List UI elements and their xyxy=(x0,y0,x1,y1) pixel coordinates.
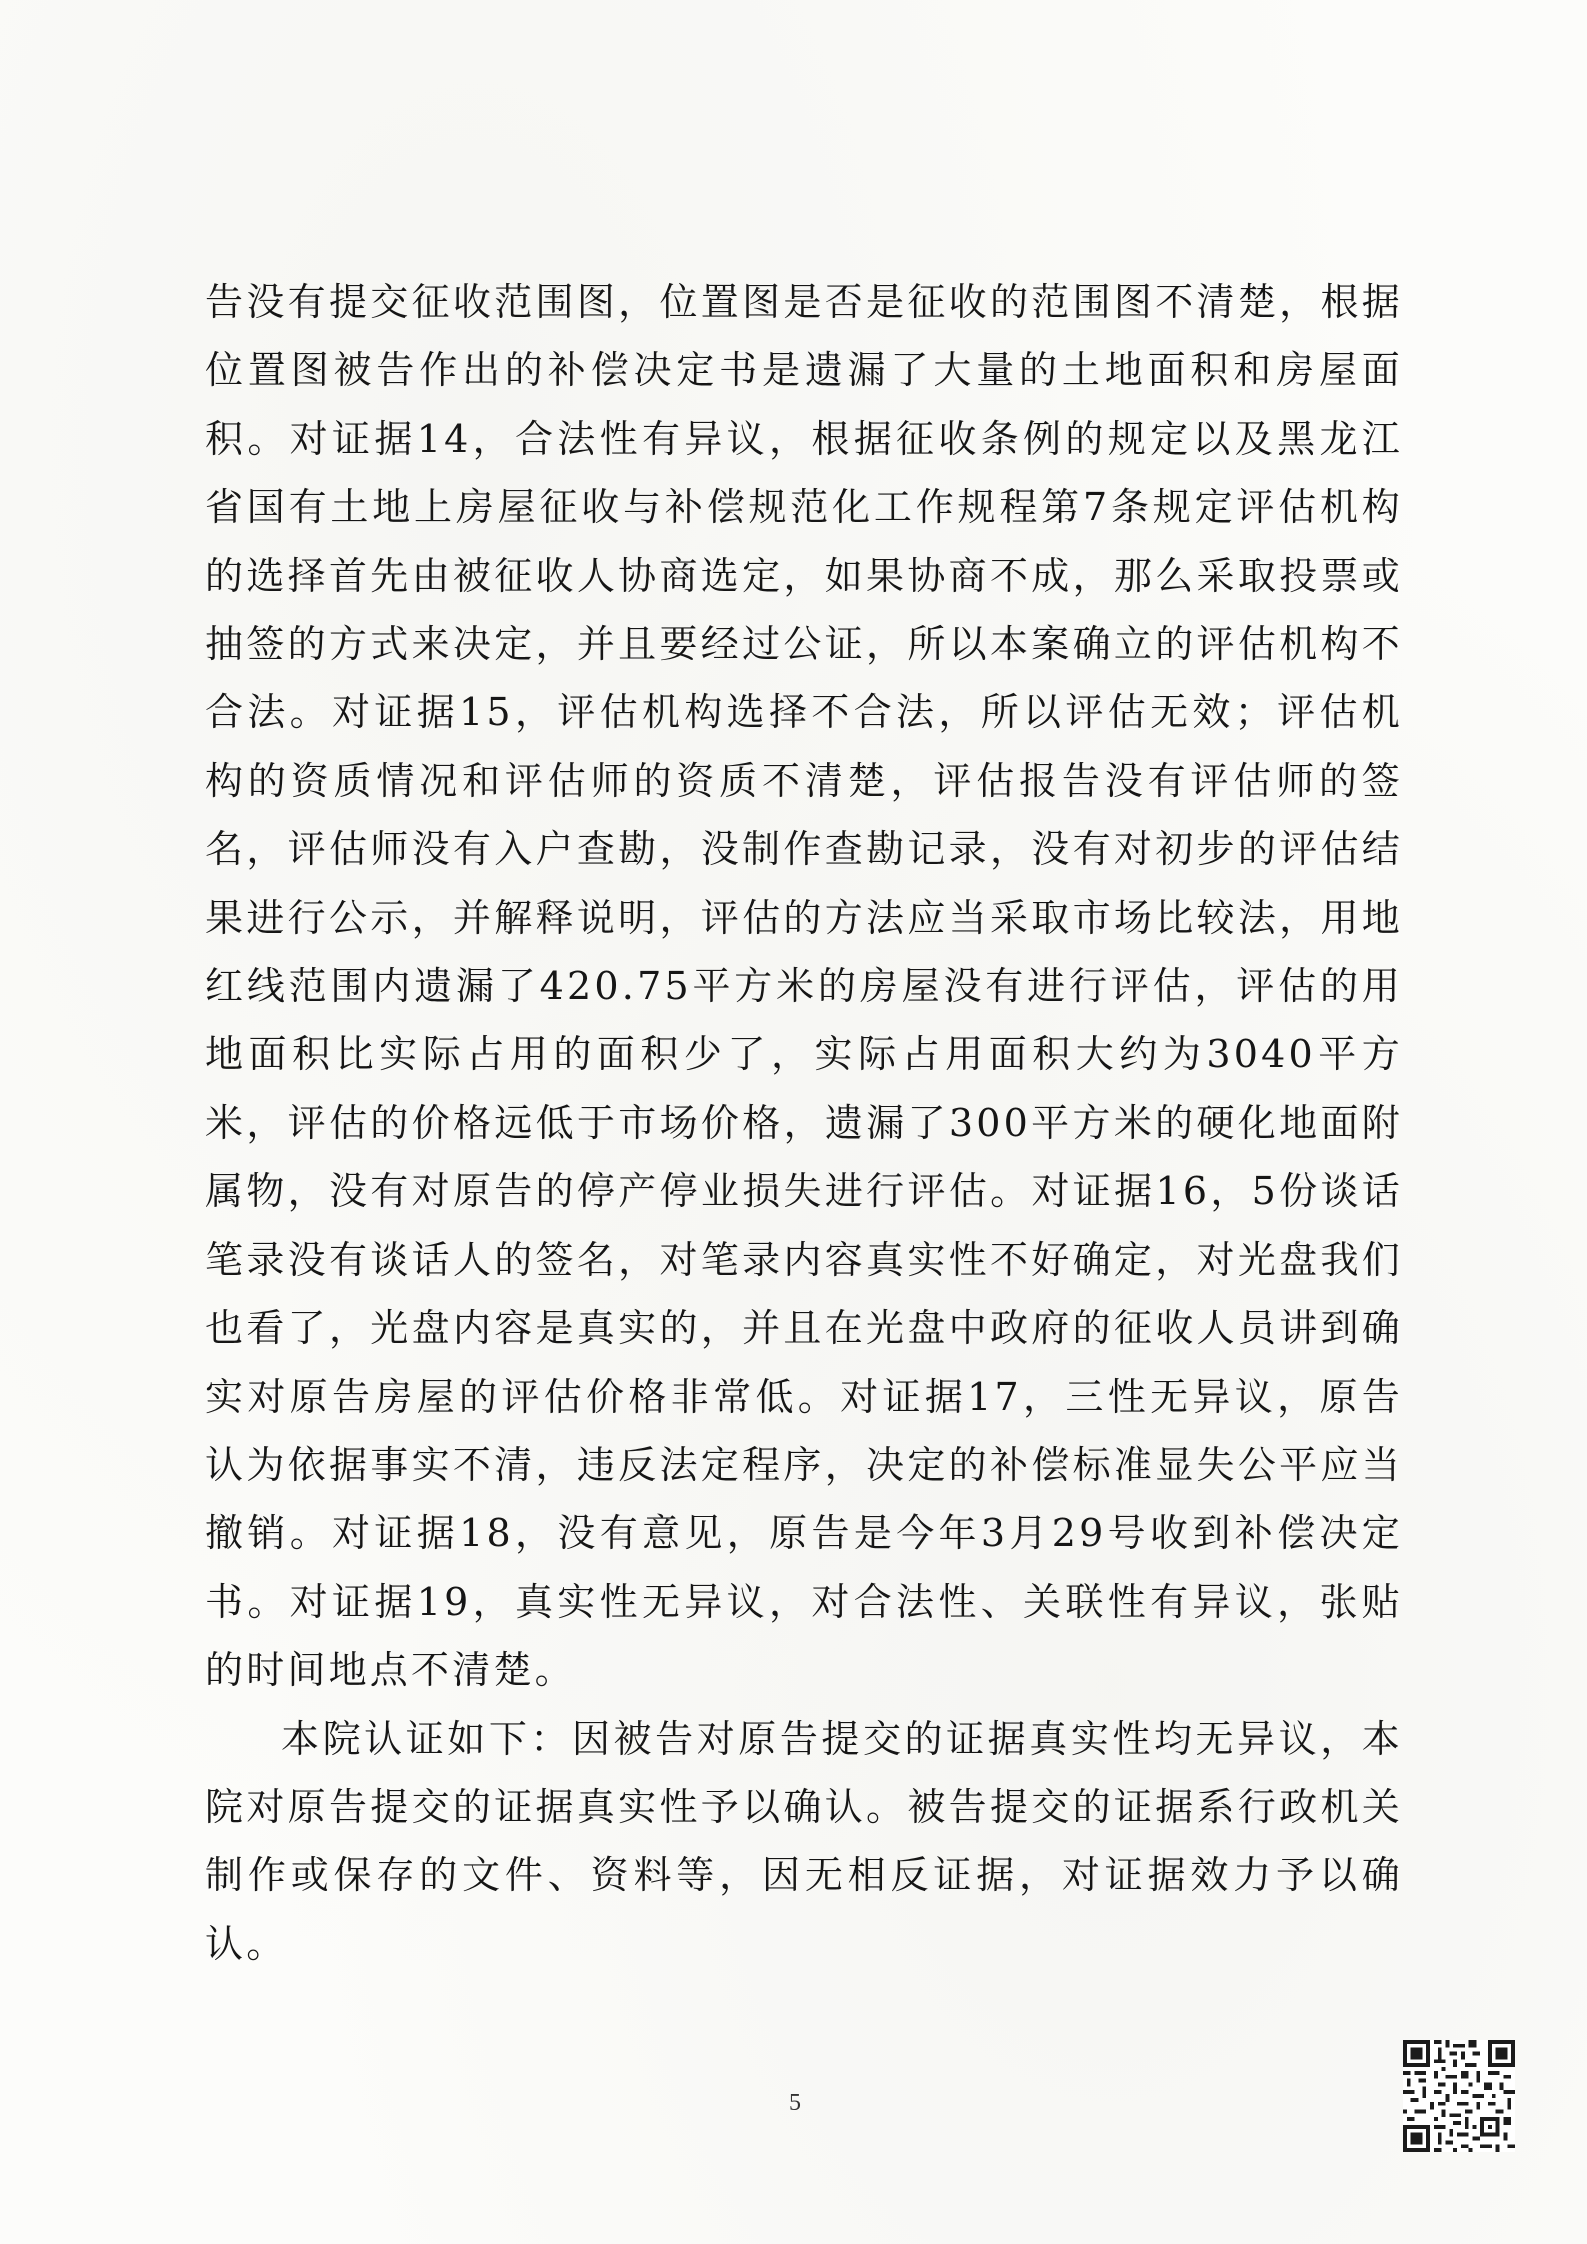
document-body xyxy=(205,268,1403,1978)
page-number: 5 xyxy=(789,2090,801,2116)
qr-code-icon xyxy=(1403,2040,1515,2152)
paragraph-court-finding: 本院认证如下：因被告对原告提交的证据真实性均无异议，本院对原告提交的证据真实性予以确认。被告提交的证据系行政机关制作或保存的文件、资料等，因无相反证据，对证据效力予以确认。 xyxy=(205,1716,1403,1966)
paragraph-continued: 告没有提交征收范围图，位置图是否是征收的范围图不清楚，根据位置图被告作出的补偿决定书是遗漏了大量的土地面积和房屋面积。对证据14，合法性有异议，根据征收条例的规定以及黑龙江省国有土地上房屋征收与补偿规范化工作规程第7条规定评估机构的选择首先由被征收人协商选定，如果协商不成，那么采取投票或抽签的方式来决定，并且要经过公证，所以本案确立的评估机构不合法。对证据15，评估机构选择不合法，所以评估无效；评估机构的资质情况和评估师的资质不清楚，评估报告没有评估师的签名，评估师没有入户查勘，没制作查勘记录，没有对初步的评估结果进行公示，并解释说明，评估的方法应当采取市场比较法，用地红线范围内遗漏了420.75平方米的房屋没有进行评估，评估的用地面积比实际占用的面积少了，实际占用面积大约为3040平方米，评估的价格远低于市场价格，遗漏了300平方米的硬化地面附属物，没有对原告的停产停业损失进行评估。对证据16，5份谈话笔录没有谈话人的签名，对笔录内容真实性不好确定，对光盘我们也看了，光盘内容是真实的，并且在光盘中政府的征收人员讲到确实对原告房屋的评估价格非常低。对证据17，三性无异议，原告认为依据事实不清，违反法定程序，决定的补偿标准显失公平应当撤销。对证据18，没有意见，原告是今年3月29号收到补偿决定书。对证据19，真实性无异议，对合法性、关联性有异议，张贴的时间地点不清楚。 xyxy=(205,280,1404,1693)
